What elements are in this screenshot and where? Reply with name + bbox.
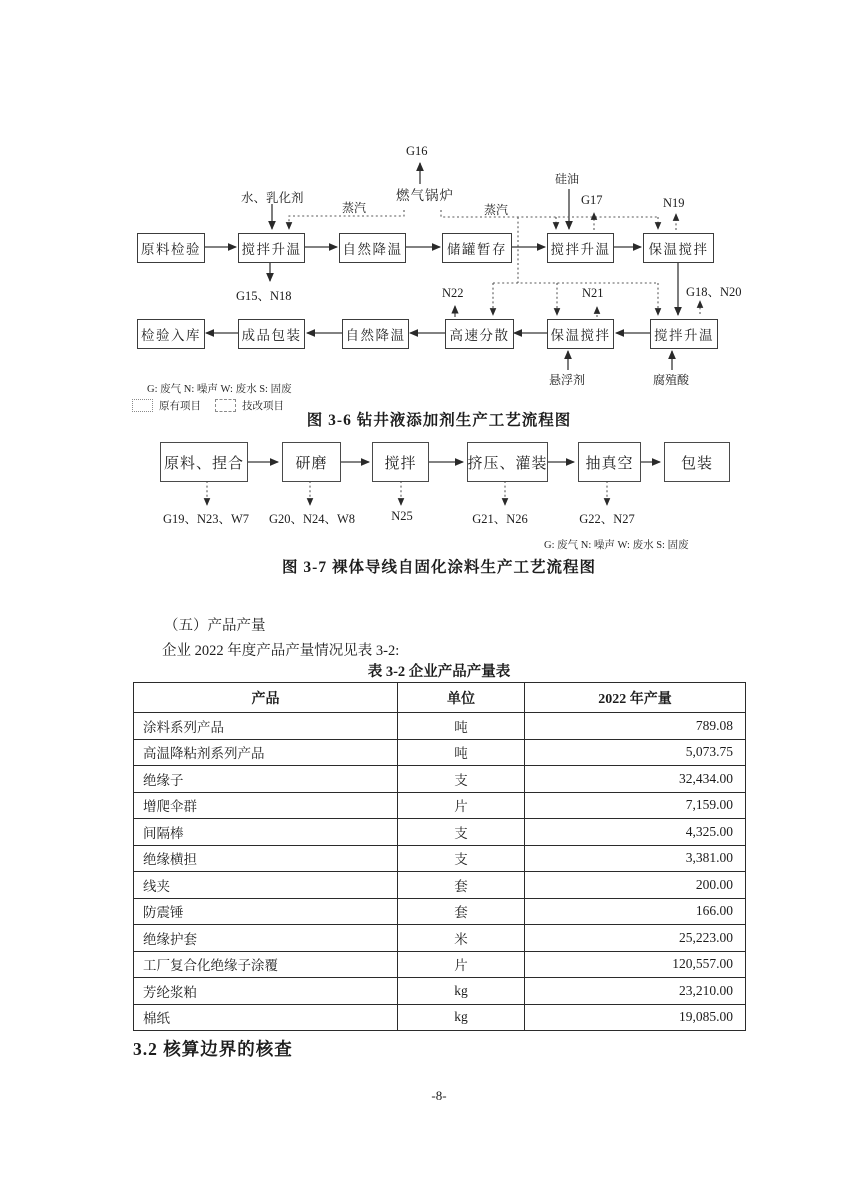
cell-unit: 支 bbox=[398, 766, 525, 793]
flow1-label-g15-n18: G15、N18 bbox=[236, 289, 292, 303]
section-item-heading: （五）产品产量 bbox=[164, 618, 266, 634]
cell-product: 绝缘护套 bbox=[134, 925, 398, 952]
flow1-label-g17: G17 bbox=[581, 193, 603, 207]
flow2-box-grinding: 研磨 bbox=[282, 442, 341, 482]
flow1-label-n19: N19 bbox=[663, 196, 685, 210]
cell-product: 增爬伞群 bbox=[134, 792, 398, 819]
section-3-2-heading: 3.2 核算边界的核查 bbox=[133, 1039, 293, 1059]
figure-3-6-caption: 图 3-6 钻井液添加剂生产工艺流程图 bbox=[306, 412, 572, 429]
flow1-box-insulated-stirring-2: 保温搅拌 bbox=[547, 319, 614, 349]
cell-product: 间隔棒 bbox=[134, 819, 398, 846]
header-unit: 单位 bbox=[398, 683, 525, 713]
cell-unit: kg bbox=[398, 978, 525, 1005]
flow1-label-water-emulsifier: 水、乳化剂 bbox=[241, 191, 304, 205]
flow1-label-gas-boiler: 燃气锅炉 bbox=[396, 188, 454, 203]
cell-value: 120,557.00 bbox=[525, 951, 746, 978]
flow2-legend-codes: G: 废气 N: 噪声 W: 废水 S: 固废 bbox=[544, 540, 689, 551]
cell-product: 绝缘子 bbox=[134, 766, 398, 793]
table-row bbox=[134, 819, 746, 846]
cell-product: 涂料系列产品 bbox=[134, 713, 398, 740]
cell-value: 23,210.00 bbox=[525, 978, 746, 1005]
cell-unit: 片 bbox=[398, 951, 525, 978]
flow2-output-g22-n27: G22、N27 bbox=[579, 512, 635, 526]
cell-value: 32,434.00 bbox=[525, 766, 746, 793]
flow2-box-raw-material-kneading: 原料、捏合 bbox=[160, 442, 248, 482]
cell-product: 防震锤 bbox=[134, 898, 398, 925]
cell-product: 芳纶浆粕 bbox=[134, 978, 398, 1005]
flow1-legend-codes: G: 废气 N: 噪声 W: 废水 S: 固废 bbox=[147, 384, 292, 395]
flow1-box-raw-material-inspection: 原料检验 bbox=[137, 233, 205, 263]
table-row bbox=[134, 898, 746, 925]
cell-value: 4,325.00 bbox=[525, 819, 746, 846]
figure-3-7-caption: 图 3-7 裸体导线自固化涂料生产工艺流程图 bbox=[282, 559, 596, 576]
flow1-box-natural-cooling-2: 自然降温 bbox=[342, 319, 409, 349]
flow1-box-natural-cooling-1: 自然降温 bbox=[339, 233, 406, 263]
flow1-label-silicone-oil: 硅油 bbox=[555, 172, 580, 186]
cell-unit: 支 bbox=[398, 819, 525, 846]
table-header-row bbox=[134, 683, 746, 713]
cell-value: 166.00 bbox=[525, 898, 746, 925]
flow1-label-humic-acid: 腐殖酸 bbox=[653, 373, 690, 387]
table-row bbox=[134, 792, 746, 819]
flow2-box-extrusion-filling: 挤压、灌装 bbox=[467, 442, 548, 482]
flow1-label-g16: G16 bbox=[406, 144, 428, 158]
flow1-label-g18-n20: G18、N20 bbox=[686, 285, 742, 299]
cell-value: 25,223.00 bbox=[525, 925, 746, 952]
cell-value: 200.00 bbox=[525, 872, 746, 899]
header-2022-output: 2022 年产量 bbox=[525, 683, 746, 713]
table-row bbox=[134, 951, 746, 978]
flow1-box-insulated-stirring-1: 保温搅拌 bbox=[643, 233, 714, 263]
cell-product: 工厂复合化绝缘子涂覆 bbox=[134, 951, 398, 978]
flow1-box-tank-storage: 储罐暂存 bbox=[442, 233, 512, 263]
cell-unit: kg bbox=[398, 1004, 525, 1031]
flow2-output-g20-n24-w8: G20、N24、W8 bbox=[268, 512, 356, 526]
table-3-2-title: 表 3-2 企业产品产量表 bbox=[367, 664, 511, 680]
table-row bbox=[134, 1004, 746, 1031]
cell-value: 5,073.75 bbox=[525, 739, 746, 766]
flow1-box-stir-heatup-2: 搅拌升温 bbox=[547, 233, 614, 263]
legend-retrofit-label: 技改项目 bbox=[242, 401, 284, 412]
cell-unit: 米 bbox=[398, 925, 525, 952]
cell-value: 19,085.00 bbox=[525, 1004, 746, 1031]
product-output-table bbox=[133, 682, 746, 1031]
flow1-label-steam-right: 蒸汽 bbox=[484, 203, 509, 217]
flow1-label-suspension-agent: 悬浮剂 bbox=[549, 373, 586, 387]
table-row bbox=[134, 845, 746, 872]
table-row bbox=[134, 739, 746, 766]
table-row bbox=[134, 978, 746, 1005]
flow1-box-high-speed-dispersion: 高速分散 bbox=[445, 319, 514, 349]
cell-unit: 套 bbox=[398, 872, 525, 899]
legend-original-label: 原有项目 bbox=[159, 401, 201, 412]
flow2-output-g19-n23-w7: G19、N23、W7 bbox=[162, 512, 250, 526]
flow1-steam-dotted-lines bbox=[289, 210, 700, 317]
flow1-box-stir-heatup-3: 搅拌升温 bbox=[650, 319, 718, 349]
cell-unit: 套 bbox=[398, 898, 525, 925]
cell-product: 高温降粘剂系列产品 bbox=[134, 739, 398, 766]
flow1-box-stir-heatup-1: 搅拌升温 bbox=[238, 233, 305, 263]
table-row bbox=[134, 925, 746, 952]
cell-unit: 吨 bbox=[398, 713, 525, 740]
cell-product: 棉纸 bbox=[134, 1004, 398, 1031]
flow1-box-inspection-warehousing: 检验入库 bbox=[137, 319, 205, 349]
flow2-output-n25: N25 bbox=[391, 509, 413, 523]
flow1-label-n21: N21 bbox=[582, 286, 604, 300]
flow1-label-steam-left: 蒸汽 bbox=[342, 201, 367, 215]
flow2-box-packaging: 包装 bbox=[664, 442, 730, 482]
cell-value: 3,381.00 bbox=[525, 845, 746, 872]
table-row bbox=[134, 872, 746, 899]
cell-value: 7,159.00 bbox=[525, 792, 746, 819]
cell-product: 线夹 bbox=[134, 872, 398, 899]
flow1-box-product-packaging: 成品包装 bbox=[238, 319, 305, 349]
cell-value: 789.08 bbox=[525, 713, 746, 740]
table-row bbox=[134, 766, 746, 793]
flow1-label-n22: N22 bbox=[442, 286, 464, 300]
cell-unit: 支 bbox=[398, 845, 525, 872]
flow2-output-g21-n26: G21、N26 bbox=[472, 512, 528, 526]
header-product: 产品 bbox=[134, 683, 398, 713]
cell-unit: 吨 bbox=[398, 739, 525, 766]
cell-product: 绝缘横担 bbox=[134, 845, 398, 872]
table-row bbox=[134, 713, 746, 740]
page-number: -8- bbox=[431, 1088, 447, 1103]
section-intro-text: 企业 2022 年度产品产量情况见表 3-2: bbox=[162, 643, 400, 659]
cell-unit: 片 bbox=[398, 792, 525, 819]
flow2-box-vacuum: 抽真空 bbox=[578, 442, 641, 482]
flow2-box-stirring: 搅拌 bbox=[372, 442, 429, 482]
